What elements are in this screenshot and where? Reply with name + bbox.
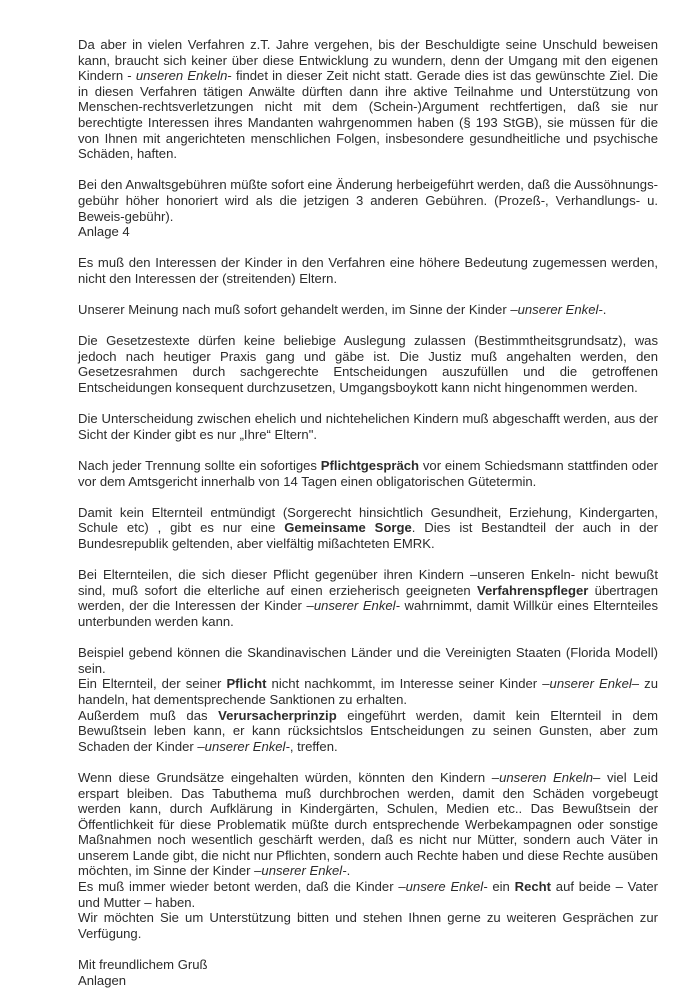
emphasis-bold: Recht — [514, 879, 551, 895]
paragraph-p7 — [78, 458, 658, 489]
emphasis-italic: –unserer Enkel- — [510, 302, 603, 318]
text-run: , treffen. — [289, 738, 338, 754]
paragraph-p2 — [78, 177, 658, 239]
paragraph-p1 — [78, 37, 658, 162]
paragraph-text — [78, 177, 658, 224]
emphasis-italic: –unserer Enkel– — [542, 676, 640, 692]
paragraph-sentence — [78, 645, 658, 676]
paragraph-p3 — [78, 255, 658, 286]
text-run: eingeführt werden, damit kein Elternteil in dem Bewußtsein leben kann, er kann rücksichtslos Entscheidungen zu seinen Gunsten, aber zum Schaden der Kinder — [78, 707, 658, 754]
text-run: Bei Elternteilen, die sich dieser Pflicht gegenüber ihren Kindern –unseren Enkeln- nicht bewußt sind, muß sofort die elterliche auf einen erzieherisch geeigneten — [78, 567, 658, 598]
text-run: nicht nachkommt, im Interesse seiner Kinder — [266, 676, 543, 692]
paragraph-text — [78, 411, 658, 442]
emphasis-italic: –unserer Enkel- — [306, 598, 400, 614]
emphasis-italic: –unseren Enkeln– — [491, 769, 601, 785]
paragraph-text — [78, 567, 658, 629]
paragraph-text — [78, 37, 658, 162]
text-run: Nach jeder Trennung sollte ein sofortiges — [78, 458, 321, 474]
paragraph-p11 — [78, 770, 658, 942]
paragraph-sentence — [78, 676, 658, 707]
text-run: Bei den Anwaltsgebühren müßte sofort eine Änderung herbeigeführt werden, daß die Aussöhnungs-gebühr höher honoriert wird als die jetzigen 3 anderen Gebühren. (Prozeß-, Verhandlungs- u. Beweis-gebühr). — [78, 177, 658, 224]
paragraph-sentence — [78, 879, 658, 910]
emphasis-italic: –unserer Enkel- — [197, 738, 290, 754]
emphasis-italic: –unsere Enkel- — [398, 879, 488, 895]
text-run: Es muß immer wieder betont werden, daß die Kinder — [78, 879, 399, 895]
paragraph-p4 — [78, 302, 658, 318]
text-run: auf beide – Vater und Mutter – haben. — [78, 879, 658, 910]
text-run: . — [346, 863, 351, 879]
closing-enclosures: Anlagen — [78, 972, 127, 988]
paragraph-text — [78, 458, 658, 489]
text-run: viel Leid erspart bleiben. Das Tabuthema muß durchbrochen werden, damit den Schäden vorgebeugt werden kann, durch Aufklärung in Kindergärten, Schulen, Medien etc.. Das Bewußtsein der Öffentlichkeit für diese Problematik müßte durch entsprechende Werbekampagnen oder sonstige Maßnahmen noch wesentlich geschärft werden, daß es nicht nur Mütter, sondern auch Väter in unserem Lande gibt, die nicht nur Pflichten, sondern auch Rechte haben und diese Rechte ausüben möchten, im Sinne der Kinder — [78, 769, 658, 879]
emphasis-italic: –unserer Enkel- — [254, 863, 347, 879]
attachment-note: Anlage 4 — [78, 224, 130, 240]
paragraph-p10 — [78, 645, 658, 754]
paragraph-sentence — [78, 770, 658, 879]
text-run: Die Unterscheidung zwischen ehelich und nichtehelichen Kindern muß abgeschafft werden, aus der Sicht der Kinder gibt es nur „Ihre“ Eltern". — [78, 411, 658, 442]
emphasis-bold: Gemeinsame Sorge — [284, 520, 412, 536]
text-run: Damit kein Elternteil entmündigt (Sorgerecht hinsichtlich Gesundheit, Erziehung, Kindergarten, Schule etc) , gibt es nur eine — [78, 504, 658, 536]
text-run: vor einem Schiedsmann stattfinden oder vor dem Amtsgericht innerhalb von 14 Tagen einen obligatorischen Gütetermin. — [78, 458, 658, 489]
emphasis-bold: Pflicht — [226, 676, 267, 692]
text-run: . Dies ist Bestandteil der auch in der Bundesrepublik geltenden, aber vielfältig mißachteten EMRK. — [78, 520, 658, 551]
text-run: Da aber in vielen Verfahren z.T. Jahre vergehen, bis der Beschuldigte seine Unschuld beweisen kann, braucht sich keiner über diese Entwicklung zu wundern, denn der Umgang mit den eigenen Kindern - — [78, 37, 658, 84]
text-run: wahrnimmt, damit Willkür eines Elternteiles unterbunden werden kann. — [78, 598, 658, 629]
text-run: Wir möchten Sie um Unterstützung bitten und stehen Ihnen gerne zu weiteren Gesprächen zur Verfügung. — [78, 910, 658, 941]
text-run: zu handeln, hat dementsprechende Sanktionen zu erhalten. — [78, 676, 658, 707]
text-run: übertragen werden, der die Interessen der Kinder — [78, 582, 658, 614]
paragraph-text — [78, 255, 658, 286]
paragraph-sentence — [78, 708, 658, 755]
text-run: - findet in dieser Zeit nicht statt. Gerade dies ist das gewünschte Ziel. Die in diesen Verfahren tätigen Anwälte dürften dann ihre aktive Teilnahme und Unterstützung von Menschen-rechtsverletzungen nicht mit dem (Schein-)Argument rechtfertigen, daß sie nur berechtigte Interessen ihres Mandanten wahrgenommen haben (§ 193 StGB), sie müssen für die von Ihnen mit angerichteten menschlichen Folgen, insbesondere gesundheitliche und psychische Schäden, haften. — [78, 68, 658, 162]
letter-page — [78, 37, 658, 988]
paragraph-p9 — [78, 567, 658, 629]
closing-greeting: Mit freundlichem Gruß — [78, 957, 208, 973]
emphasis-italic: unseren Enkeln — [135, 68, 228, 84]
text-run: Die Gesetzestexte dürfen keine beliebige Auslegung zulassen (Bestimmtheitsgrundsatz), was jedoch nach heutiger Praxis gang und gäbe ist. Die Justiz muß angehalten werden, den Gesetzesrahmen durch sachgerechte Entscheidungen auszufüllen und die getroffenen Entscheidungen konsequent durchzusetzen, Umgangsboykott kann nicht hingenommen werden. — [78, 333, 658, 396]
paragraph-sentence — [78, 910, 658, 941]
letter-closing — [78, 957, 658, 988]
text-run: Ein Elternteil, der seiner — [78, 676, 227, 692]
emphasis-bold: Verursacherprinzip — [218, 707, 337, 723]
text-run: Außerdem muß das — [78, 707, 219, 723]
text-run: Wenn diese Grundsätze eingehalten würden, könnten den Kindern — [78, 769, 492, 785]
paragraph-p8 — [78, 505, 658, 552]
paragraph-text — [78, 302, 658, 318]
paragraph-p6 — [78, 411, 658, 442]
text-run: . — [602, 302, 607, 318]
text-run: Unserer Meinung nach muß sofort gehandelt werden, im Sinne der Kinder — [78, 302, 511, 318]
text-run: Es muß den Interessen der Kinder in den Verfahren eine höhere Bedeutung zugemessen werden, nicht den Interessen der (streitenden) Eltern. — [78, 255, 658, 286]
text-run: ein — [487, 879, 515, 895]
paragraph-p5 — [78, 333, 658, 395]
emphasis-bold: Verfahrenspfleger — [477, 582, 589, 598]
paragraph-text — [78, 333, 658, 395]
emphasis-bold: Pflichtgespräch — [320, 458, 420, 474]
text-run: Beispiel gebend können die Skandinavischen Länder und die Vereinigten Staaten (Florida Modell) sein. — [78, 645, 658, 676]
paragraph-text — [78, 505, 658, 552]
